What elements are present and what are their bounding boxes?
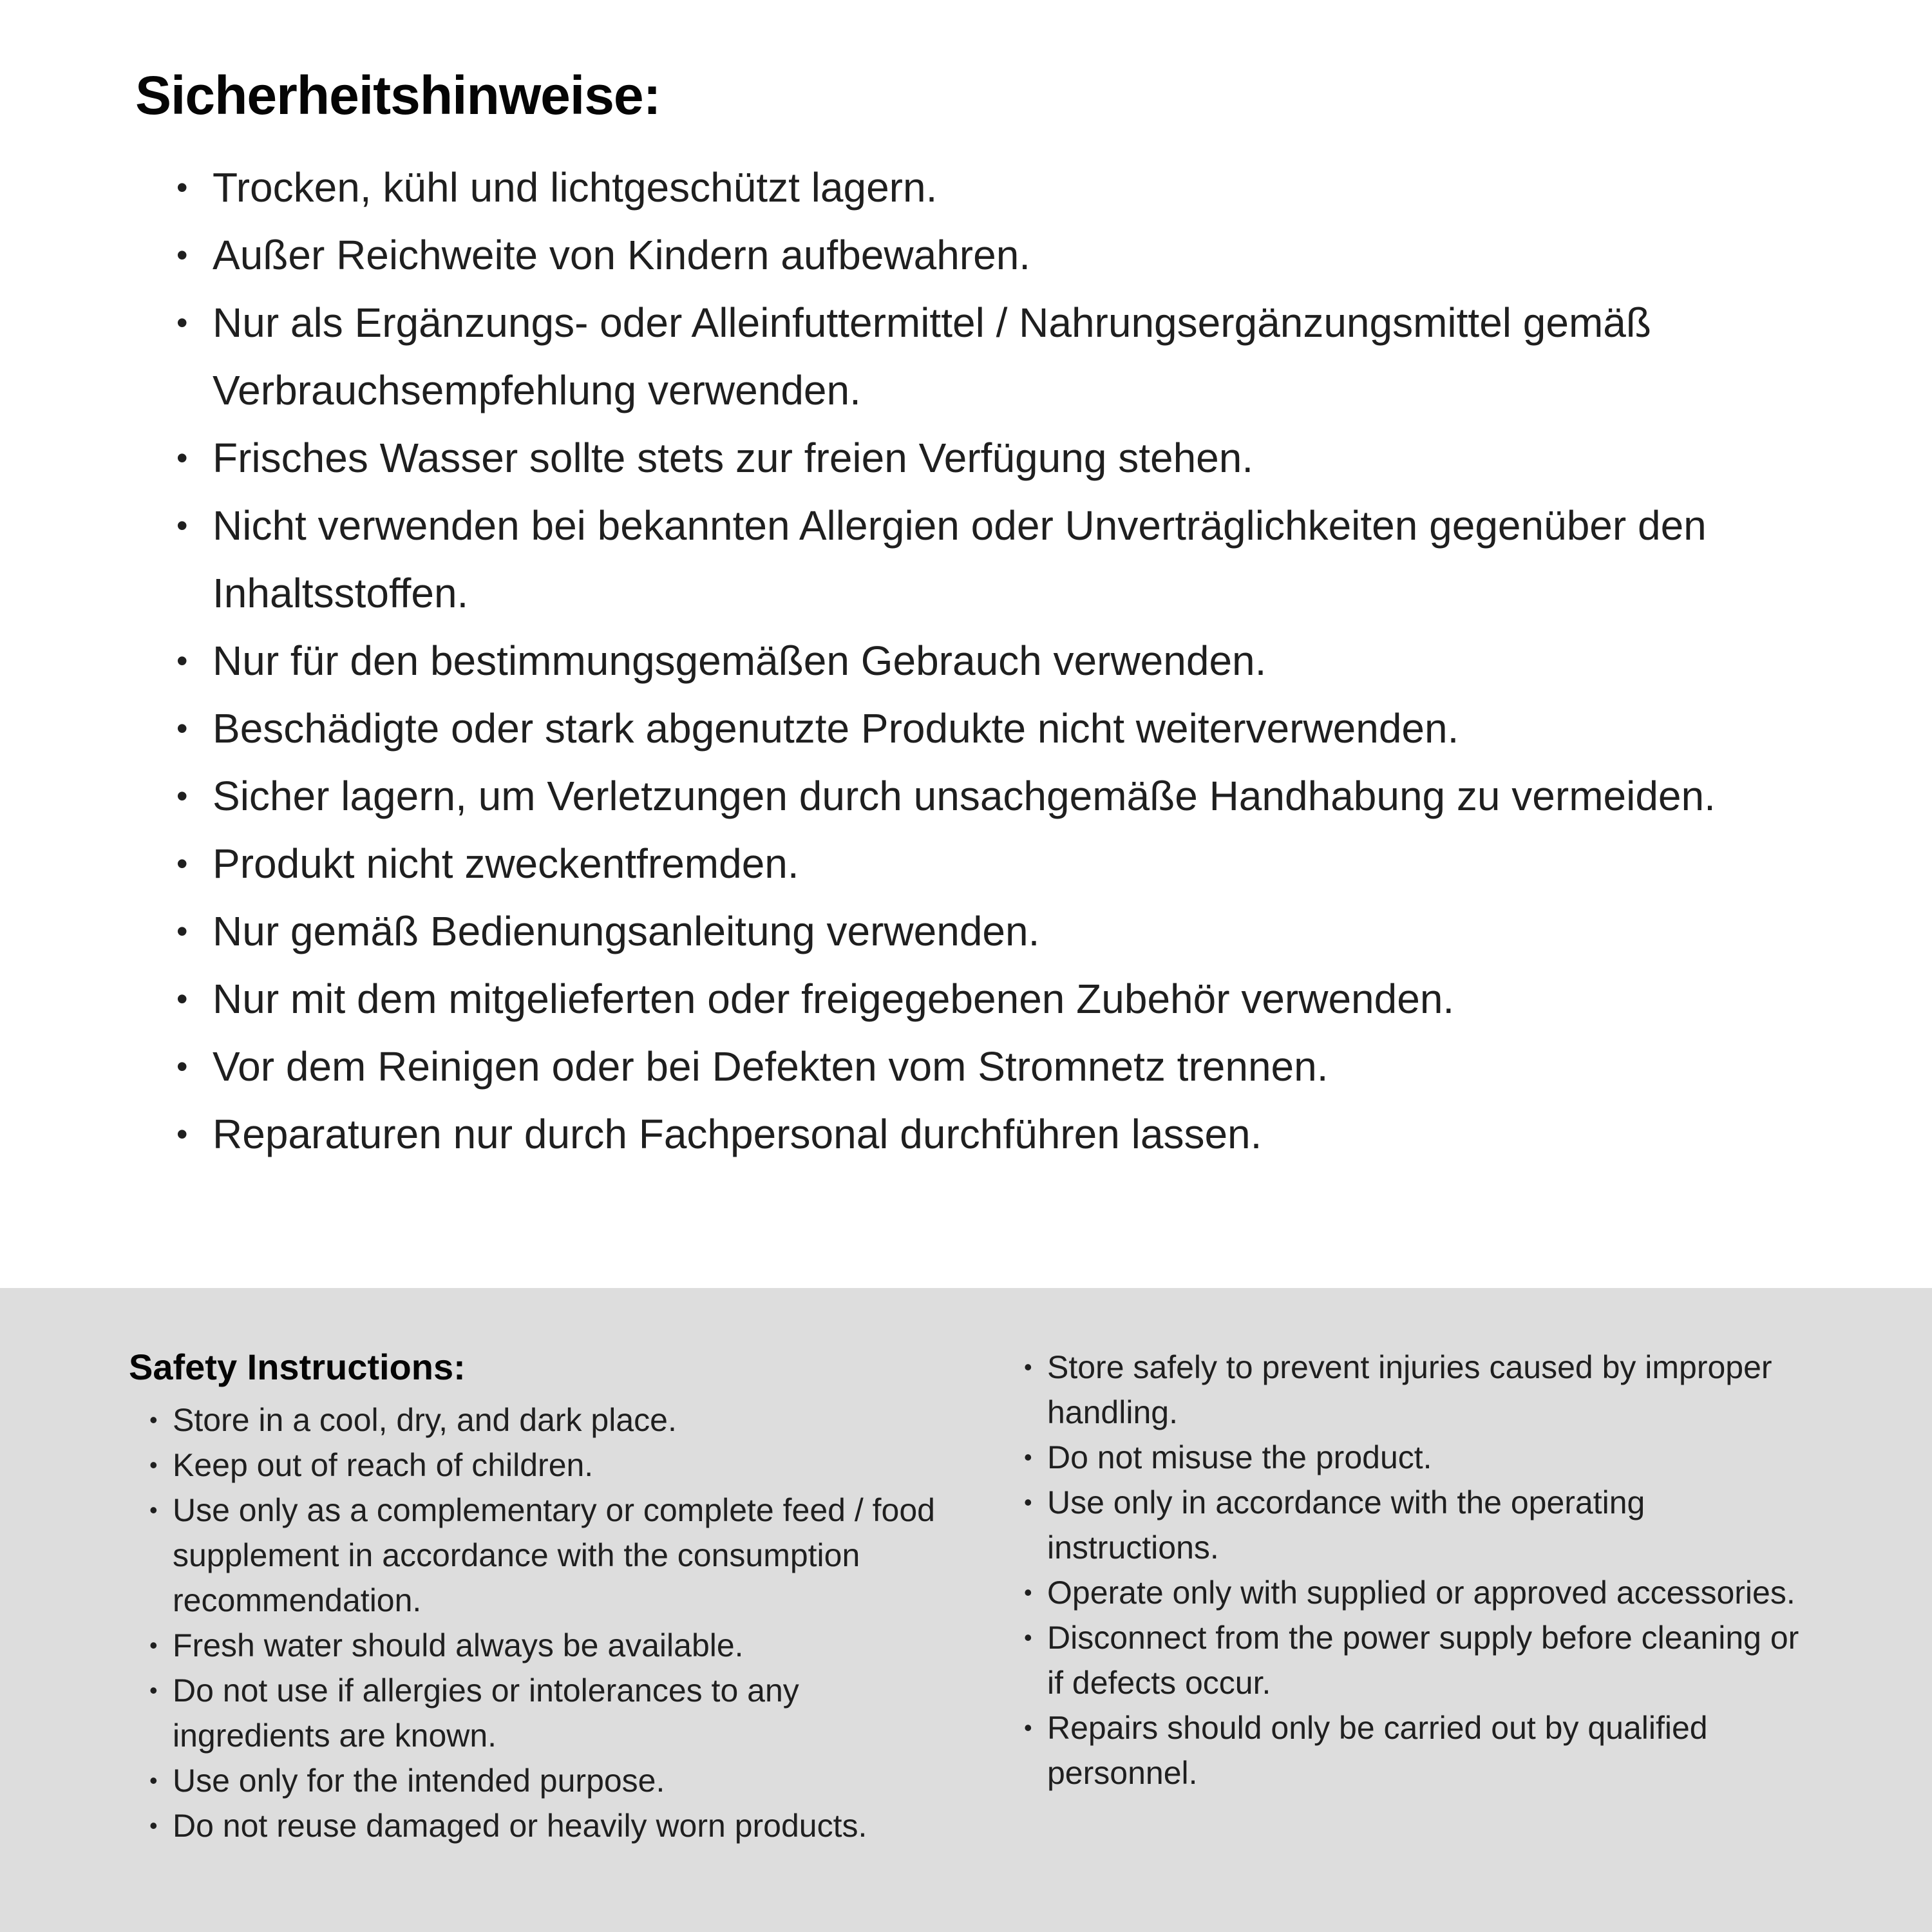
german-list-item: • Frisches Wasser sollte stets zur freien Verfügung stehen.	[173, 424, 1726, 492]
english-list-item: • Disconnect from the power supply before cleaning or if defects occur.	[1024, 1615, 1814, 1705]
english-list-item: • Repairs should only be carried out by qualified personnel.	[1024, 1705, 1814, 1795]
german-list-item: • Nur für den bestimmungsgemäßen Gebrauch verwenden.	[173, 627, 1726, 695]
german-list-item: • Nur gemäß Bedienungsanleitung verwenden.	[173, 898, 1726, 965]
english-list-item: • Use only in accordance with the operating instructions.	[1024, 1480, 1814, 1570]
english-list-item: • Do not reuse damaged or heavily worn products.	[149, 1803, 939, 1848]
german-list-item: • Trocken, kühl und lichtgeschützt lagern.	[173, 154, 1726, 222]
english-safety-list-right	[1024, 1345, 1814, 1795]
german-section-title: Sicherheitshinweise:	[135, 65, 661, 126]
german-list-item: • Vor dem Reinigen oder bei Defekten vom Stromnetz trennen.	[173, 1033, 1726, 1101]
english-list-item: • Fresh water should always be available.	[149, 1623, 939, 1668]
english-list-item: • Use only as a complementary or complete feed / food supplement in accordance with the consumption recommendation.	[149, 1488, 939, 1623]
german-list-item: • Außer Reichweite von Kindern aufbewahren.	[173, 222, 1726, 289]
german-list-item: • Beschädigte oder stark abgenutzte Produkte nicht weiterverwenden.	[173, 695, 1726, 762]
german-safety-list	[173, 154, 1726, 1168]
english-left-column	[129, 1345, 1024, 1848]
english-section-title: Safety Instructions:	[129, 1347, 466, 1387]
english-list-item: • Keep out of reach of children.	[149, 1443, 939, 1488]
german-list-item: • Produkt nicht zweckentfremden.	[173, 830, 1726, 898]
english-right-column	[1024, 1345, 1932, 1795]
english-list-item: • Do not misuse the product.	[1024, 1435, 1814, 1480]
german-list-item: • Nur mit dem mitgelieferten oder freigegebenen Zubehör verwenden.	[173, 965, 1726, 1033]
english-list-item: • Do not use if allergies or intolerances to any ingredients are known.	[149, 1668, 939, 1758]
german-list-item: • Reparaturen nur durch Fachpersonal durchführen lassen.	[173, 1101, 1726, 1168]
english-section	[0, 1288, 1932, 1932]
german-list-item: • Nicht verwenden bei bekannten Allergien oder Unverträglichkeiten gegenüber den Inhaltsstoffen.	[173, 492, 1726, 627]
german-list-item: • Nur als Ergänzungs- oder Alleinfuttermittel / Nahrungsergänzungsmittel gemäß Verbrauchsempfehlung verwenden.	[173, 289, 1726, 424]
english-list-item: • Operate only with supplied or approved accessories.	[1024, 1570, 1814, 1615]
english-safety-list-left	[149, 1397, 939, 1848]
german-list-item: • Sicher lagern, um Verletzungen durch unsachgemäße Handhabung zu vermeiden.	[173, 762, 1726, 830]
english-list-item: • Store in a cool, dry, and dark place.	[149, 1397, 939, 1443]
english-list-item: • Store safely to prevent injuries caused by improper handling.	[1024, 1345, 1814, 1435]
english-list-item: • Use only for the intended purpose.	[149, 1758, 939, 1803]
